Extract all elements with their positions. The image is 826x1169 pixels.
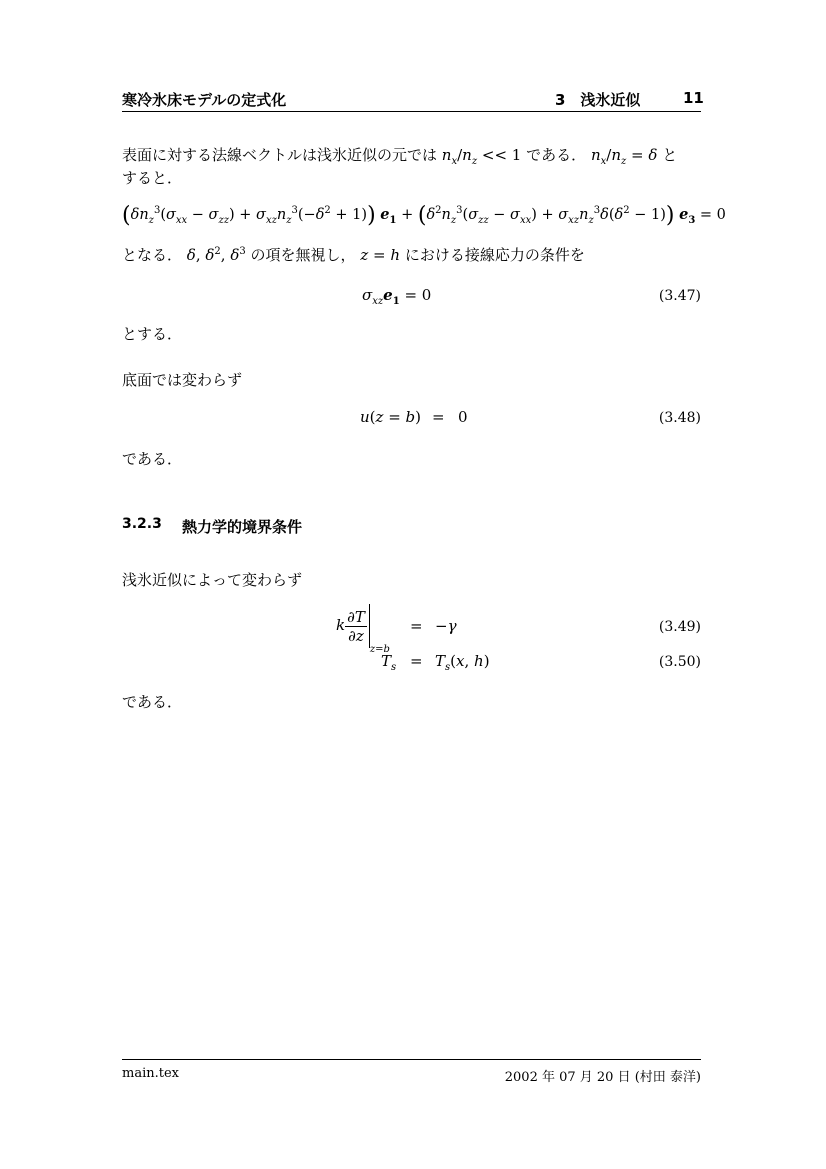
equation-number-3-48: (3.48) [658,410,701,426]
running-header-section: 3 浅氷近似 [555,91,641,109]
subsection-title: 熱力学的境界条件 [182,518,303,536]
coef: k [336,616,346,634]
math-inline: $n_x/n_z = \delta$ [590,146,658,167]
running-header-title: 寒冷氷床モデルの定式化 [122,91,287,109]
page-number: 11 [683,89,704,107]
text-segment: における接線応力の条件を [404,246,585,264]
equation-number-3-49: (3.49) [658,619,701,635]
text-segment: と [662,146,678,164]
text-segment: 表面に対する法線ベクトルは浅氷近似の元では [122,146,438,164]
subsection-number: 3.2.3 [122,516,162,532]
partial-fraction: $\frac{\partial T}{\partial z}$ [347,607,365,645]
equation-3-48 [360,408,421,426]
equation-3-47: $\sigma_{xz}e_1 = 0$ [362,286,432,307]
eq-lhs: u(z = b) [360,408,422,426]
equation-3-49: k $\frac{\partial T}{\partial z}$ $_{z=b}$ [336,604,390,655]
math-inline: $n_x/n_z << 1$ [441,146,522,167]
paragraph-dearu-2: である． [122,693,183,711]
eq-equals: = [432,408,445,426]
paragraph-normal-vector-cont: すると． [122,169,183,187]
eq-rhs: −γ [435,617,457,635]
header-rule [122,111,701,112]
equation-number-3-47: (3.47) [658,288,701,304]
paragraph-normal-vector [122,143,677,167]
text-segment: である． [526,146,587,164]
equation-3-50: $T_s$ [381,652,397,673]
equation-number-3-50: (3.50) [658,654,701,670]
paragraph-dearu-1: である． [122,450,183,468]
equation-boundary-stress: $(\delta n_z^3(\sigma_{xx} - \sigma_{zz}) + \sigma_{xz}n_z^3(-\delta^2 + 1)) e_1 + (\delta^2n_z^3(\sigma_{zz} - \sigma_{xx}) + \sigma_{xz}n_z^3\delta(\delta^2 - 1)) e_3 = 0$ [122,203,726,228]
footer-rule [122,1059,701,1060]
eq-equals: = [410,652,423,670]
paragraph-neglect-terms [122,243,585,267]
paragraph-bottom: 底面では変わらず [122,371,243,389]
math-inline: z = h [360,246,401,264]
text-segment: の項を無視し， [250,246,356,264]
eq-rhs: $T_s(x$, h) [435,652,490,673]
paragraph-tosuru: とする． [122,325,183,343]
eq-rhs: 0 [458,408,468,426]
math-inline: δ, $\delta^2$, $\delta^3$ [186,246,246,264]
paragraph-shallow-ice: 浅氷近似によって変わらず [122,571,303,589]
eq-equals: = [410,617,423,635]
footer-date-author: 2002 年 07 月 20 日 (村田 泰洋) [504,1070,701,1085]
footer-filename: main.tex [122,1066,179,1081]
text-segment: となる． [122,246,183,264]
